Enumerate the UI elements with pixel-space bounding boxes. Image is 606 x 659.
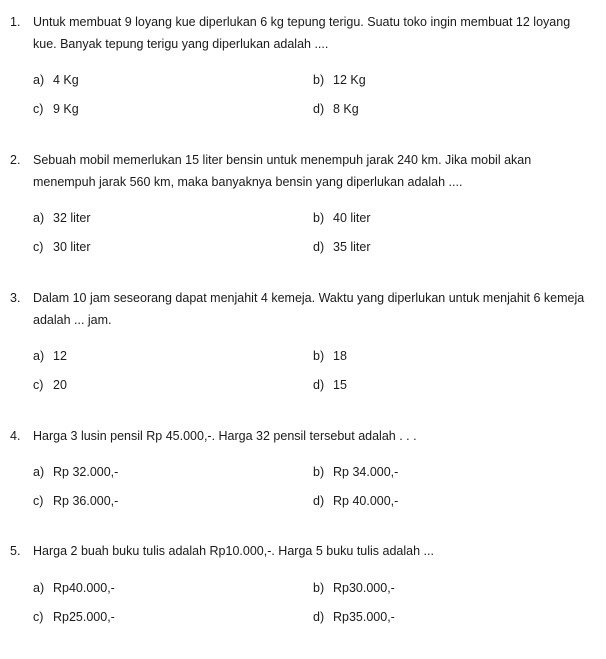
option-a[interactable] (33, 348, 67, 364)
option-value: 18 (333, 349, 347, 363)
option-value: 9 Kg (53, 102, 79, 116)
question-number: 1. (10, 15, 21, 29)
option-value: 12 (53, 349, 67, 363)
option-letter: b) (313, 211, 325, 225)
option-letter: c) (33, 494, 44, 508)
option-c[interactable] (33, 609, 115, 625)
option-value: 20 (53, 378, 67, 392)
option-letter: b) (313, 465, 325, 479)
option-b[interactable] (313, 210, 371, 226)
option-b[interactable] (313, 464, 398, 480)
option-value: Rp30.000,- (333, 581, 395, 595)
question-text: Harga 2 buah buku tulis adalah Rp10.000,-. Harga 5 buku tulis adalah ... (33, 544, 434, 558)
option-value: 40 liter (333, 211, 371, 225)
option-c[interactable] (33, 493, 118, 509)
option-d[interactable] (313, 239, 371, 255)
option-value: 8 Kg (333, 102, 359, 116)
option-letter: c) (33, 240, 44, 254)
option-value: 4 Kg (53, 73, 79, 87)
option-value: Rp 40.000,- (333, 494, 399, 508)
option-c[interactable] (33, 239, 91, 255)
option-letter: c) (33, 102, 44, 116)
option-letter: c) (33, 378, 44, 392)
option-letter: a) (33, 581, 45, 595)
question-number: 5. (10, 544, 21, 558)
option-letter: b) (313, 349, 325, 363)
option-letter: d) (313, 610, 325, 624)
option-b[interactable] (313, 348, 347, 364)
option-value: Rp 34.000,- (333, 465, 399, 479)
question-text: Harga 3 lusin pensil Rp 45.000,-. Harga 32 pensil tersebut adalah . . . (33, 429, 417, 443)
option-value: Rp 32.000,- (53, 465, 119, 479)
option-letter: b) (313, 581, 325, 595)
option-value: 15 (333, 378, 347, 392)
option-letter: b) (313, 73, 325, 87)
option-value: 12 Kg (333, 73, 366, 87)
option-a[interactable] (33, 72, 79, 88)
option-letter: d) (313, 240, 325, 254)
option-d[interactable] (313, 493, 398, 509)
question-number: 3. (10, 291, 21, 305)
option-a[interactable] (33, 210, 91, 226)
option-letter: d) (313, 102, 325, 116)
option-value: Rp 36.000,- (53, 494, 119, 508)
option-letter: a) (33, 211, 45, 225)
option-letter: d) (313, 378, 325, 392)
option-c[interactable] (33, 101, 79, 117)
option-value: 32 liter (53, 211, 91, 225)
option-value: Rp40.000,- (53, 581, 115, 595)
option-b[interactable] (313, 72, 366, 88)
option-d[interactable] (313, 377, 347, 393)
option-letter: a) (33, 349, 45, 363)
option-letter: d) (313, 494, 325, 508)
question-number: 2. (10, 153, 21, 167)
option-value: 35 liter (333, 240, 371, 254)
option-d[interactable] (313, 101, 359, 117)
question-number: 4. (10, 429, 21, 443)
option-b[interactable] (313, 580, 395, 596)
option-letter: a) (33, 465, 45, 479)
question-text: Untuk membuat 9 loyang kue diperlukan 6 kg tepung terigu. Suatu toko ingin membuat 12 loyang kue. Banyak tepung terigu yang diperlukan adalah .... (33, 15, 571, 51)
option-d[interactable] (313, 609, 395, 625)
option-letter: c) (33, 610, 44, 624)
option-c[interactable] (33, 377, 67, 393)
option-a[interactable] (33, 464, 118, 480)
option-value: Rp35.000,- (333, 610, 395, 624)
option-value: Rp25.000,- (53, 610, 115, 624)
question-text: Sebuah mobil memerlukan 15 liter bensin untuk menempuh jarak 240 km. Jika mobil akan menempuh jarak 560 km, maka banyaknya bensin yang diperlukan adalah .... (33, 153, 532, 189)
option-letter: a) (33, 73, 45, 87)
option-value: 30 liter (53, 240, 91, 254)
option-a[interactable] (33, 580, 115, 596)
question-text: Dalam 10 jam seseorang dapat menjahit 4 kemeja. Waktu yang diperlukan untuk menjahit 6 kemeja adalah ... jam. (33, 291, 585, 327)
